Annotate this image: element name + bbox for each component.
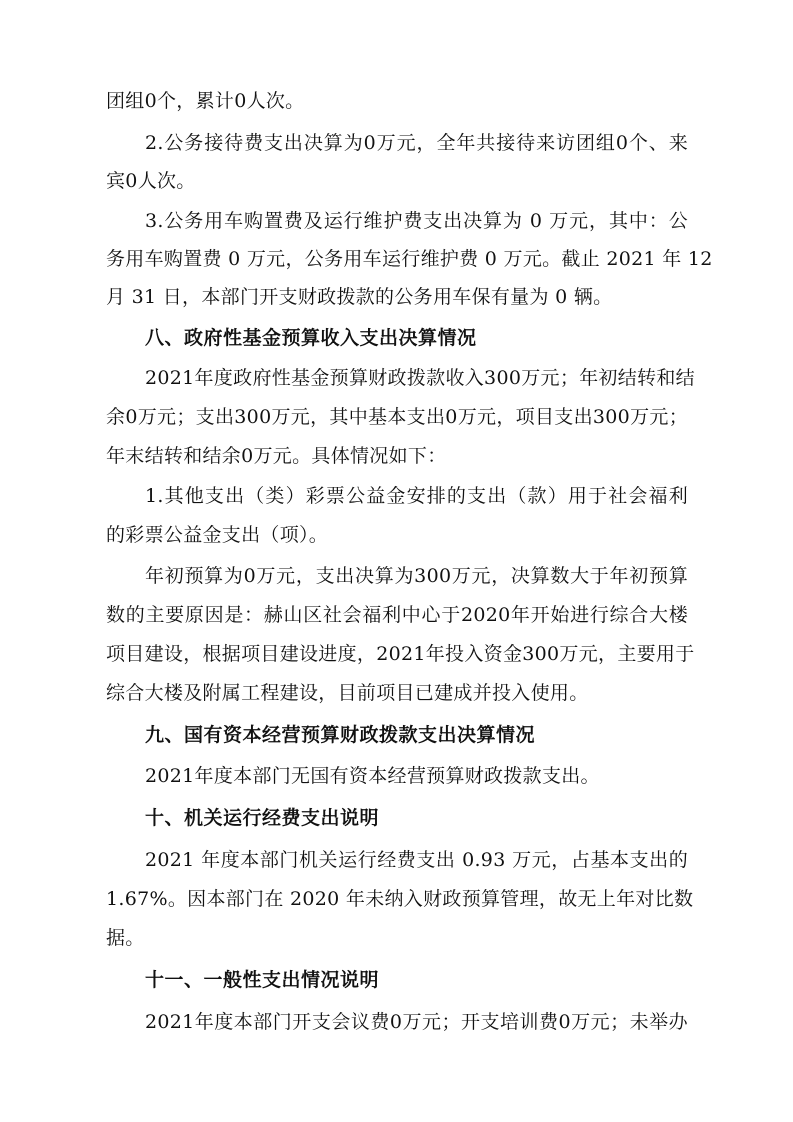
paragraph-line: 2.公务接待费支出决算为0万元，全年共接待来访团组0个、来 bbox=[145, 132, 688, 154]
paragraph-line: 2021 年度本部门机关运行经费支出 0.93 万元，占基本支出的 bbox=[145, 849, 688, 871]
section-heading: 八、政府性基金预算收入支出决算情况 bbox=[145, 327, 477, 349]
paragraph-line: 2021年度政府性基金预算财政拨款收入300万元；年初结转和结 bbox=[145, 367, 695, 389]
section-heading: 十、机关运行经费支出说明 bbox=[145, 807, 380, 829]
paragraph-line: 的彩票公益金支出（项）。 bbox=[106, 524, 329, 546]
paragraph-line: 数的主要原因是：赫山区社会福利中心于2020年开始进行综合大楼 bbox=[106, 604, 688, 626]
paragraph-line: 月 31 日，本部门开支财政拨款的公务用车保有量为 0 辆。 bbox=[106, 286, 613, 308]
paragraph-line: 据。 bbox=[106, 927, 145, 949]
paragraph-line: 2021年度本部门无国有资本经营预算财政拨款支出。 bbox=[145, 765, 600, 787]
paragraph-line: 年初预算为0万元，支出决算为300万元，决算数大于年初预算 bbox=[145, 565, 688, 587]
paragraph-line: 务用车购置费 0 万元，公务用车运行维护费 0 万元。截止 2021 年 12 bbox=[106, 248, 713, 270]
paragraph-line: 1.67%。因本部门在 2020 年未纳入财政预算管理，故无上年对比数 bbox=[106, 888, 694, 910]
paragraph-line: 团组0个，累计0人次。 bbox=[106, 90, 305, 112]
paragraph-line: 2021年度本部门开支会议费0万元；开支培训费0万元；未举办 bbox=[145, 1011, 688, 1033]
paragraph-line: 宾0人次。 bbox=[106, 170, 196, 192]
section-heading: 十一、一般性支出情况说明 bbox=[145, 969, 380, 991]
paragraph-line: 年末结转和结余0万元。具体情况如下： bbox=[106, 445, 447, 467]
paragraph-line: 项目建设，根据项目建设进度，2021年投入资金300万元，主要用于 bbox=[106, 643, 695, 665]
paragraph-line: 3.公务用车购置费及运行维护费支出决算为 0 万元，其中：公 bbox=[145, 210, 688, 232]
paragraph-line: 余0万元；支出300万元，其中基本支出0万元，项目支出300万元； bbox=[106, 406, 688, 428]
section-heading: 九、国有资本经营预算财政拨款支出决算情况 bbox=[145, 724, 536, 746]
paragraph-line: 1.其他支出（类）彩票公益金安排的支出（款）用于社会福利 bbox=[145, 485, 688, 507]
paragraph-line: 综合大楼及附属工程建设，目前项目已建成并投入使用。 bbox=[106, 682, 589, 704]
